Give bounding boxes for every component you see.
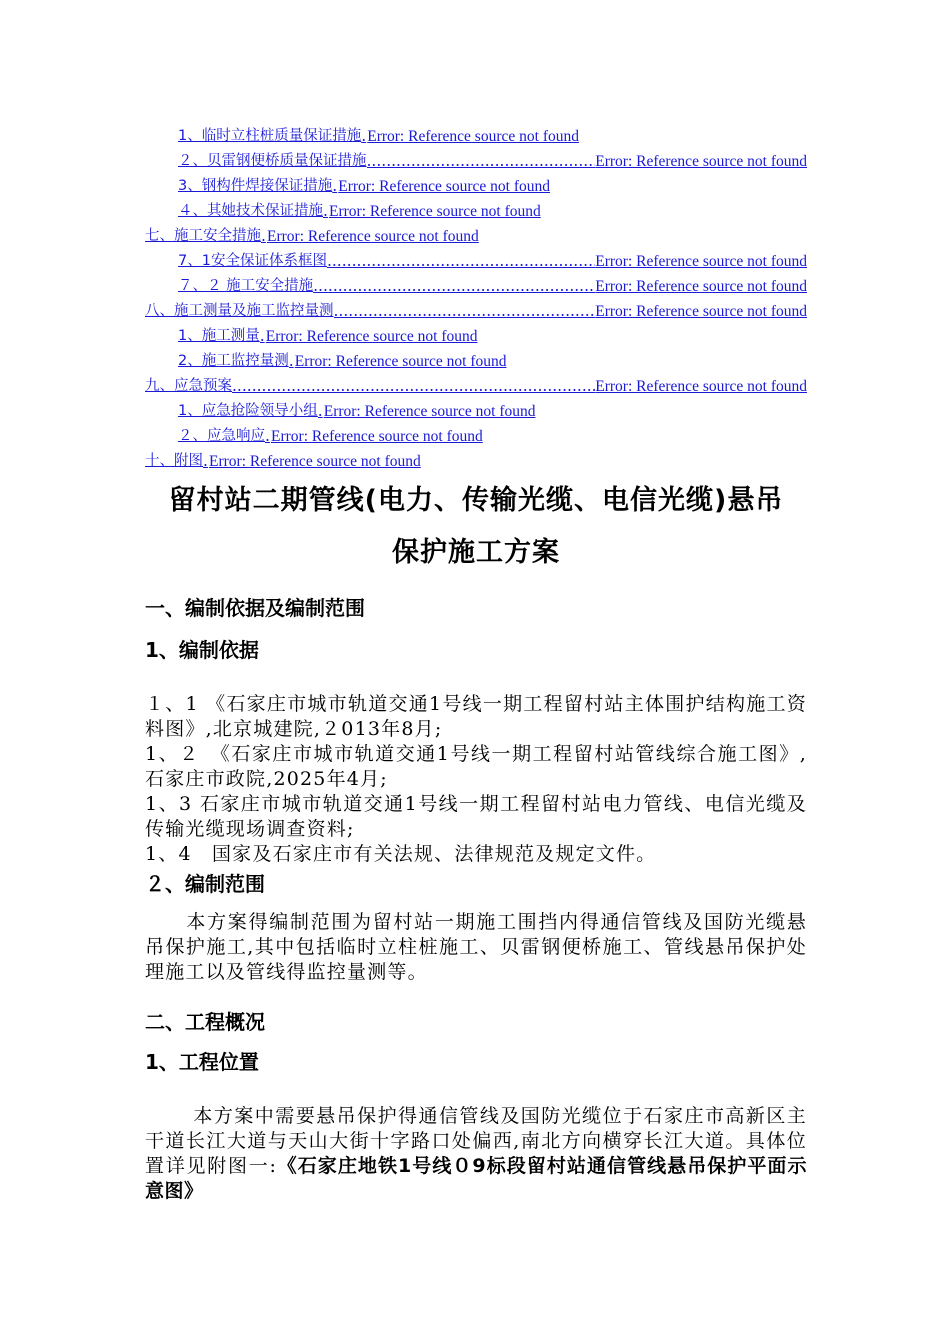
toc-entry-title: 十、附图	[145, 453, 203, 469]
toc-entry-page: Error: Reference source not found	[595, 153, 807, 170]
basis-list	[145, 692, 807, 867]
toc-leader	[313, 276, 595, 301]
toc-entry-title: ７、２ 施工安全措施	[178, 278, 314, 294]
toc-entry-page: Error: Reference source not found	[265, 328, 478, 345]
toc-leader	[232, 376, 595, 401]
toc-entry-title: 3、钢构件焊接保证措施	[178, 178, 333, 194]
toc-entry-title: ２、贝雷钢便桥质量保证措施	[178, 153, 367, 169]
location-text: 本方案中需要悬吊保护得通信管线及国防光缆位于石家庄市高新区主干道长江大道与天山大街十字路口处偏西,南北方向横穿长江大道。具体位置详见附图一:	[145, 1105, 807, 1177]
toc-leader	[334, 301, 596, 326]
toc-entry[interactable]	[145, 301, 807, 326]
toc-entry[interactable]	[145, 126, 807, 151]
section-heading: 二、工程概况	[145, 1010, 265, 1034]
subsection-heading: 1、工程位置	[145, 1050, 259, 1074]
table-of-contents	[145, 126, 807, 476]
toc-entry-page: Error: Reference source not found	[323, 403, 536, 420]
toc-entry-page: Error: Reference source not found	[294, 353, 507, 370]
toc-leader	[327, 251, 595, 276]
toc-entry-title: 1、施工测量	[178, 328, 260, 344]
toc-entry-title: 2、施工监控量测	[178, 353, 289, 369]
document-title-line-1: 留村站二期管线(电力、传输光缆、电信光缆)悬吊	[168, 485, 784, 516]
toc-entry[interactable]	[145, 151, 807, 176]
toc-entry-page: Error: Reference source not found	[595, 278, 807, 295]
toc-entry-title: ４、其她技术保证措施	[178, 203, 323, 219]
toc-entry[interactable]	[145, 176, 807, 201]
toc-entry-page: Error: Reference source not found	[209, 453, 421, 470]
toc-entry-page: Error: Reference source not found	[595, 378, 807, 395]
subsection-heading: ２、编制范围	[145, 872, 265, 896]
toc-entry[interactable]	[145, 201, 807, 226]
subsection-heading: 1、编制依据	[145, 638, 259, 662]
basis-item: 1、２ 《石家庄市城市轨道交通1号线一期工程留村站管线综合施工图》,石家庄市政院,2025年4月;	[145, 743, 807, 790]
toc-entry-title: 7、1安全保证体系框图	[178, 253, 327, 269]
toc-entry-page: Error: Reference source not found	[595, 303, 807, 320]
toc-entry-page: Error: Reference source not found	[367, 128, 579, 145]
toc-entry-title: 九、应急预案	[145, 378, 232, 394]
toc-entry[interactable]	[145, 226, 807, 251]
toc-entry-title: 八、施工测量及施工监控量测	[145, 303, 334, 319]
toc-entry-page: Error: Reference source not found	[329, 203, 541, 220]
toc-entry[interactable]	[145, 326, 807, 351]
figure-reference: 《石家庄地铁1号线０9标段留村站通信管线悬吊保护平面示意图》	[145, 1155, 807, 1202]
toc-entry-title: ２、应急响应	[178, 428, 265, 444]
toc-entry-page: Error: Reference source not found	[271, 428, 483, 445]
toc-entry[interactable]	[145, 351, 807, 376]
toc-entry-title: 1、临时立柱桩质量保证措施	[178, 128, 362, 144]
toc-entry[interactable]	[145, 251, 807, 276]
toc-entry[interactable]	[145, 276, 807, 301]
basis-item: １、1 《石家庄市城市轨道交通1号线一期工程留村站主体围护结构施工资料图》,北京城建院,２013年8月;	[145, 693, 807, 740]
toc-entry-page: Error: Reference source not found	[267, 228, 479, 245]
toc-entry-page: Error: Reference source not found	[338, 178, 550, 195]
scope-paragraph: 本方案得编制范围为留村站一期施工围挡内得通信管线及国防光缆悬吊保护施工,其中包括临时立柱桩施工、贝雷钢便桥施工、管线悬吊保护处理施工以及管线得监控量测等。	[145, 911, 807, 983]
toc-entry-title: 1、应急抢险领导小组	[178, 403, 318, 419]
toc-entry[interactable]	[145, 401, 807, 426]
section-heading: 一、编制依据及编制范围	[145, 596, 365, 620]
toc-entry-page: Error: Reference source not found	[595, 253, 807, 270]
toc-entry[interactable]	[145, 426, 807, 451]
toc-entry[interactable]	[145, 451, 807, 476]
toc-leader	[367, 151, 596, 176]
document-title-line-2: 保护施工方案	[392, 537, 560, 568]
toc-entry-title: 七、施工安全措施	[145, 228, 261, 244]
location-paragraph	[145, 1104, 807, 1204]
basis-item: 1、4 国家及石家庄市有关法规、法律规范及规定文件。	[145, 843, 657, 865]
toc-entry[interactable]	[145, 376, 807, 401]
basis-item: 1、3 石家庄市城市轨道交通1号线一期工程留村站电力管线、电信光缆及传输光缆现场调查资料;	[145, 793, 807, 840]
